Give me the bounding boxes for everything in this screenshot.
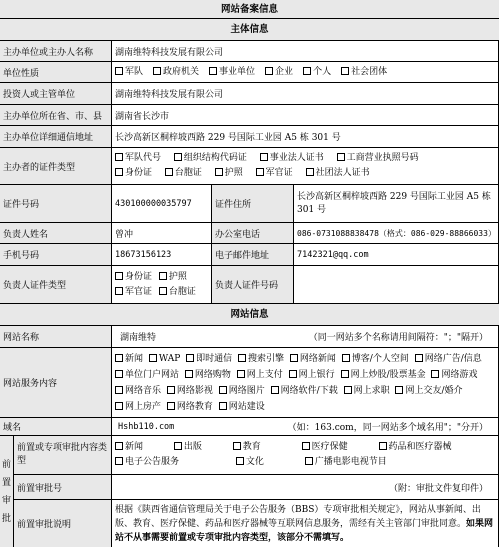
- checkbox-icon: [153, 67, 161, 75]
- row-unit-nature: [0, 62, 499, 83]
- checkbox-icon: [341, 67, 349, 75]
- checkbox-icon: [215, 168, 223, 176]
- approval-desc-warning: 如果网站不从事需要前置或专项审批内容类型，该部分不需填写。: [115, 519, 494, 543]
- checkbox-icon: [303, 67, 311, 75]
- row-content-type: [14, 436, 499, 475]
- office-phone-label: 办公室电话: [212, 223, 294, 243]
- checkbox-option[interactable]: 事业法人证书: [260, 151, 324, 165]
- domain-field[interactable]: [112, 418, 499, 435]
- checkbox-icon: [167, 386, 175, 394]
- checkbox-option[interactable]: 军官证: [256, 166, 293, 180]
- unit-nature-options: [112, 62, 499, 82]
- section-site-title: 网站信息: [0, 304, 499, 326]
- checkbox-icon: [115, 153, 123, 161]
- cert-no-label: 证件号码: [0, 185, 112, 222]
- owner-name-value[interactable]: 湖南维特科技发展有限公司: [115, 47, 224, 58]
- row-mobile: [0, 244, 499, 266]
- checkbox-icon: [167, 402, 175, 410]
- site-services-options: [112, 348, 499, 417]
- checkbox-icon: [260, 153, 268, 161]
- address-value[interactable]: 长沙高新区桐梓坡西路 229 号国际工业园 A5 栋 301 号: [115, 133, 341, 143]
- checkbox-option[interactable]: 企业: [265, 65, 293, 79]
- checkbox-option[interactable]: 网上支付: [237, 368, 283, 382]
- checkbox-option[interactable]: 药品和医疗器械: [379, 440, 452, 454]
- site-name-field[interactable]: [112, 326, 499, 347]
- checkbox-option[interactable]: 网络软件/下载: [271, 384, 338, 398]
- checkbox-icon: [344, 386, 352, 394]
- checkbox-icon: [186, 354, 194, 362]
- checkbox-option[interactable]: 军队代号: [115, 151, 161, 165]
- row-approval-no: [14, 475, 499, 500]
- site-name-label: 网站名称: [0, 326, 112, 347]
- checkbox-icon: [233, 442, 241, 450]
- checkbox-option[interactable]: 即时通信: [186, 352, 232, 366]
- checkbox-option[interactable]: 网络影视: [167, 384, 213, 398]
- checkbox-icon: [174, 442, 182, 450]
- checkbox-icon: [305, 457, 313, 465]
- approval-desc-label: 前置审批说明: [14, 500, 112, 547]
- row-domain: [0, 418, 499, 436]
- checkbox-icon: [165, 168, 173, 176]
- approval-no-note: （附：审批文件复印件）: [388, 483, 488, 494]
- checkbox-option[interactable]: 网上炒股/股票基金: [341, 368, 426, 382]
- checkbox-option[interactable]: 教育: [233, 440, 293, 454]
- checkbox-option[interactable]: 搜索引擎: [238, 352, 284, 366]
- checkbox-option[interactable]: 军官证: [115, 285, 152, 299]
- pre-approval-side-label: 前 置 审 批: [0, 436, 14, 547]
- checkbox-option[interactable]: 组织结构代码证: [174, 151, 247, 165]
- checkbox-option[interactable]: 身份证: [115, 270, 152, 284]
- row-cert-no: [0, 185, 499, 223]
- resp-name-value[interactable]: 曾冲: [112, 223, 212, 243]
- site-name-note: （同一网站多个名称请用间隔符："；"隔开）: [308, 333, 488, 343]
- checkbox-icon: [174, 153, 182, 161]
- checkbox-icon: [115, 272, 123, 280]
- mobile-label: 手机号码: [0, 244, 112, 265]
- cert-type-options: [112, 148, 499, 184]
- checkbox-icon: [219, 386, 227, 394]
- approval-no-label: 前置审批号: [14, 475, 112, 499]
- checkbox-option[interactable]: 文化: [236, 455, 296, 469]
- mobile-value[interactable]: 18673156123: [112, 244, 212, 265]
- checkbox-icon: [115, 287, 123, 295]
- checkbox-option[interactable]: 博客/个人空间: [342, 352, 409, 366]
- checkbox-option[interactable]: 身份证: [115, 166, 152, 180]
- checkbox-option[interactable]: 网络广告/信息: [415, 352, 482, 366]
- checkbox-option[interactable]: 电子公告服务: [115, 455, 227, 469]
- checkbox-option[interactable]: 护照: [215, 166, 243, 180]
- checkbox-icon: [342, 354, 350, 362]
- resp-name-label: 负责人姓名: [0, 223, 112, 243]
- checkbox-icon: [415, 354, 423, 362]
- checkbox-icon: [431, 370, 439, 378]
- investor-value[interactable]: 湖南维特科技发展有限公司: [115, 90, 224, 100]
- checkbox-option[interactable]: 军队: [115, 65, 143, 79]
- checkbox-option[interactable]: 护照: [159, 270, 187, 284]
- checkbox-icon: [115, 370, 123, 378]
- domain-note: （如：163.com，同一网站多个域名用"；"分开）: [287, 423, 488, 433]
- cert-no-value[interactable]: 430100000035797: [112, 185, 212, 222]
- checkbox-option[interactable]: 网络游戏: [431, 368, 477, 382]
- checkbox-icon: [185, 370, 193, 378]
- checkbox-option[interactable]: 单位门户网站: [115, 368, 179, 382]
- checkbox-option[interactable]: 事业单位: [209, 65, 255, 79]
- row-resp-cert: [0, 266, 499, 304]
- checkbox-option[interactable]: 出版: [174, 440, 224, 454]
- checkbox-icon: [302, 442, 310, 450]
- checkbox-icon: [159, 287, 167, 295]
- location-value[interactable]: 湖南省长沙市: [115, 111, 170, 122]
- office-phone-value[interactable]: 086-0731088838478（格式：086-029-88866033）: [297, 228, 496, 238]
- approval-desc-text: 根据《陕西省通信管理局关于电子公告服务（BBS）专项审批相关规定》，网站从事新闻、出版、教育、医疗保健、药品和医疗器械等互联网信息服务，需经有关主管部门审批同意。如果网站不从事需要前置或专项审批内容类型，该部分不需填写。: [115, 505, 494, 543]
- domain-value: Hshb110.com: [118, 421, 175, 432]
- checkbox-icon: [290, 354, 298, 362]
- row-address: [0, 126, 499, 148]
- checkbox-option[interactable]: 政府机关: [153, 65, 199, 79]
- checkbox-option[interactable]: 网上求职: [344, 384, 390, 398]
- form-title: 网站备案信息: [0, 0, 499, 19]
- checkbox-option[interactable]: 新闻: [115, 352, 143, 366]
- checkbox-option[interactable]: 社会团体: [341, 65, 387, 79]
- checkbox-option[interactable]: 社团法人证书: [306, 166, 370, 180]
- address-label: 主办单位详细通信地址: [0, 126, 112, 147]
- row-resp-name: [0, 223, 499, 244]
- unit-nature-label: 单位性质: [0, 62, 112, 82]
- row-owner-name: [0, 41, 499, 62]
- checkbox-icon: [115, 67, 123, 75]
- checkbox-icon: [149, 354, 157, 362]
- checkbox-icon: [209, 67, 217, 75]
- checkbox-option[interactable]: 网上银行: [289, 368, 335, 382]
- owner-name-label: 主办单位或主办人名称: [0, 41, 112, 61]
- checkbox-option[interactable]: WAP: [149, 352, 180, 366]
- cert-addr-label: 证件住所: [212, 185, 294, 222]
- site-services-label: 网站服务内容: [0, 348, 112, 417]
- content-type-options: [112, 436, 499, 474]
- email-label: 电子邮件地址: [212, 244, 294, 265]
- checkbox-option[interactable]: 网络购物: [185, 368, 231, 382]
- content-type-label: 前置或专项审批内容类型: [14, 436, 112, 474]
- row-site-name: [0, 326, 499, 348]
- checkbox-option[interactable]: 台胞证: [165, 166, 202, 180]
- row-cert-type: [0, 148, 499, 185]
- checkbox-option[interactable]: 网络教育: [167, 400, 213, 414]
- checkbox-icon: [306, 168, 314, 176]
- checkbox-icon: [115, 457, 123, 465]
- cert-addr-value[interactable]: 长沙高新区桐梓坡西路 229 号国际工业园 A5 栋 301 号: [297, 191, 491, 215]
- checkbox-option[interactable]: 台胞证: [159, 285, 196, 299]
- row-approval-desc: [14, 500, 499, 547]
- approval-no-field[interactable]: [112, 475, 499, 499]
- investor-label: 投资人或主管单位: [0, 83, 112, 104]
- checkbox-option[interactable]: 新闻: [115, 440, 165, 454]
- checkbox-icon: [115, 354, 123, 362]
- checkbox-icon: [289, 370, 297, 378]
- checkbox-icon: [395, 386, 403, 394]
- checkbox-icon: [159, 272, 167, 280]
- checkbox-icon: [337, 153, 345, 161]
- site-name-value: 湖南维特: [120, 333, 157, 343]
- checkbox-icon: [379, 442, 387, 450]
- section-main-title: 主体信息: [0, 19, 499, 41]
- checkbox-icon: [219, 402, 227, 410]
- email-value[interactable]: 7142321@qq.com: [297, 249, 369, 260]
- row-investor: [0, 83, 499, 105]
- checkbox-option[interactable]: 网上房产: [115, 400, 161, 414]
- checkbox-icon: [115, 168, 123, 176]
- checkbox-option[interactable]: 工商营业执照号码: [337, 151, 419, 165]
- domain-label: 域名: [0, 418, 112, 435]
- checkbox-icon: [115, 402, 123, 410]
- resp-cert-no-label: 负责人证件号码: [212, 266, 294, 303]
- checkbox-option[interactable]: 网络新闻: [290, 352, 336, 366]
- cert-type-label: 主办者的证件类型: [0, 148, 112, 184]
- checkbox-icon: [237, 370, 245, 378]
- checkbox-icon: [238, 354, 246, 362]
- checkbox-icon: [265, 67, 273, 75]
- location-label: 主办单位所在省、市、县: [0, 105, 112, 125]
- checkbox-option[interactable]: 网上交友/婚介: [395, 384, 462, 398]
- checkbox-option[interactable]: 医疗保健: [302, 440, 370, 454]
- checkbox-icon: [115, 442, 123, 450]
- resp-cert-options: [112, 266, 212, 303]
- row-location: [0, 105, 499, 126]
- checkbox-icon: [341, 370, 349, 378]
- row-site-services: [0, 348, 499, 418]
- checkbox-icon: [236, 457, 244, 465]
- checkbox-icon: [115, 386, 123, 394]
- checkbox-option[interactable]: 网站建设: [219, 400, 265, 414]
- checkbox-icon: [271, 386, 279, 394]
- resp-cert-label: 负责人证件类型: [0, 266, 112, 303]
- checkbox-option[interactable]: 网络音乐: [115, 384, 161, 398]
- checkbox-option[interactable]: 个人: [303, 65, 331, 79]
- resp-cert-no-value[interactable]: [294, 266, 499, 303]
- checkbox-option[interactable]: 广播电影电视节目: [305, 455, 387, 469]
- checkbox-icon: [256, 168, 264, 176]
- checkbox-option[interactable]: 网络图片: [219, 384, 265, 398]
